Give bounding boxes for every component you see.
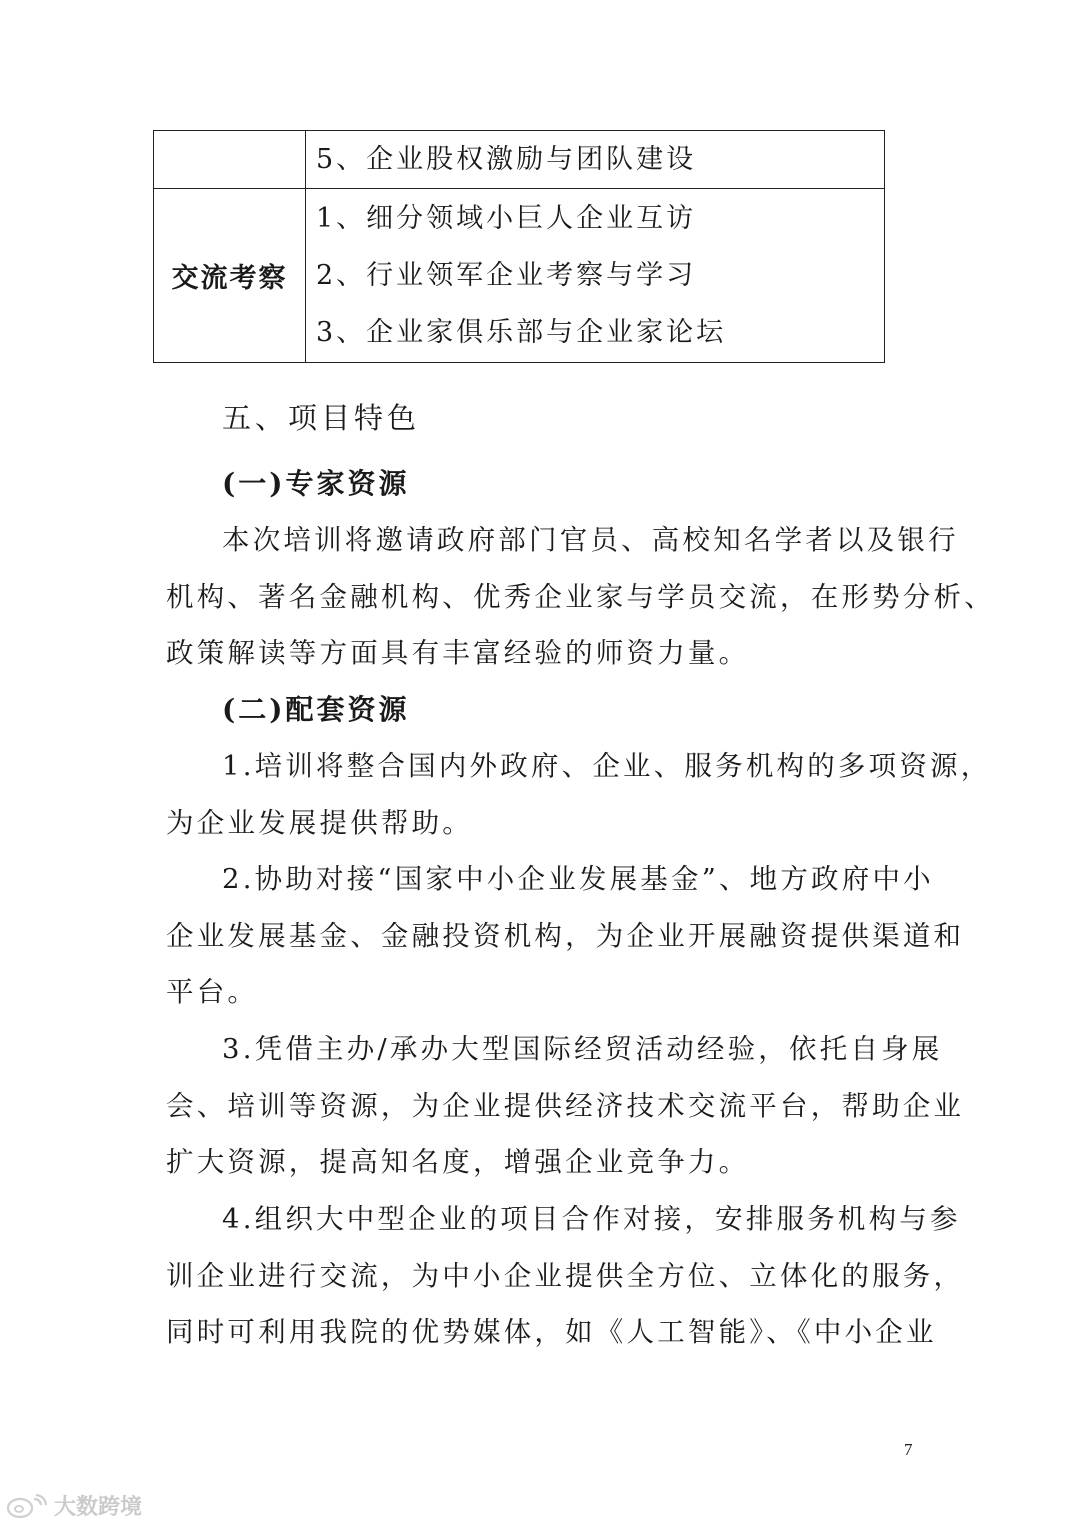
text-line: 机构、著名金融机构、优秀企业家与学员交流，在形势分析、 — [166, 580, 995, 613]
text-line: 2.协助对接“国家中小企业发展基金”、地方政府中小 — [222, 863, 934, 895]
text-line: 平台。 — [166, 976, 259, 1008]
table-row — [154, 189, 885, 363]
paragraph-resource-4 — [166, 1191, 965, 1361]
section-heading: 五、项目特色 — [222, 401, 421, 435]
subsection-heading-experts: (一)专家资源 — [222, 467, 410, 500]
text-line: 政策解读等方面具有丰富经验的师资力量。 — [166, 637, 750, 669]
watermark-text: 大数跨境 — [54, 1495, 143, 1520]
watermark — [6, 1490, 142, 1521]
table-items-cell — [306, 131, 885, 189]
table-row — [154, 131, 885, 189]
paragraph-experts — [166, 512, 995, 682]
paragraph-resource-1 — [166, 738, 992, 851]
page-number: 7 — [904, 1440, 913, 1459]
text-line: 会、培训等资源，为企业提供经济技术交流平台，帮助企业 — [166, 1089, 965, 1122]
text-line: 3.凭借主办/承办大型国际经贸活动经验，依托自身展 — [222, 1033, 943, 1065]
text-line: 本次培训将邀请政府部门官员、高校知名学者以及银行 — [222, 524, 959, 556]
text-line: 1.培训将整合国内外政府、企业、服务机构的多项资源， — [222, 750, 992, 782]
program-table — [153, 130, 885, 363]
table-item: 1、细分领域小巨人企业互访 — [316, 203, 697, 234]
text-line: 4.组织大中型企业的项目合作对接，安排服务机构与参 — [222, 1203, 961, 1235]
text-line: 训企业进行交流，为中小企业提供全方位、立体化的服务， — [166, 1259, 965, 1292]
weibo-logo-icon — [6, 1493, 50, 1519]
table-item: 2、行业领军企业考察与学习 — [316, 260, 697, 291]
table-items-cell — [306, 189, 885, 363]
paragraph-resource-2 — [166, 851, 965, 1021]
subsection-heading-resources: (二)配套资源 — [222, 693, 410, 726]
text-line: 企业发展基金、金融投资机构，为企业开展融资提供渠道和 — [166, 919, 965, 952]
paragraph-resource-3 — [166, 1021, 965, 1191]
table-item: 5、企业股权激励与团队建设 — [316, 144, 697, 175]
table-category-cell — [154, 131, 306, 189]
table-item: 3、企业家俱乐部与企业家论坛 — [316, 317, 727, 348]
table-category-cell: 交流考察 — [154, 189, 306, 363]
text-line: 为企业发展提供帮助。 — [166, 806, 473, 839]
text-line: 扩大资源，提高知名度，增强企业竞争力。 — [166, 1146, 750, 1178]
text-line: 同时可利用我院的优势媒体，如《人工智能》、《中小企业 — [166, 1316, 937, 1348]
